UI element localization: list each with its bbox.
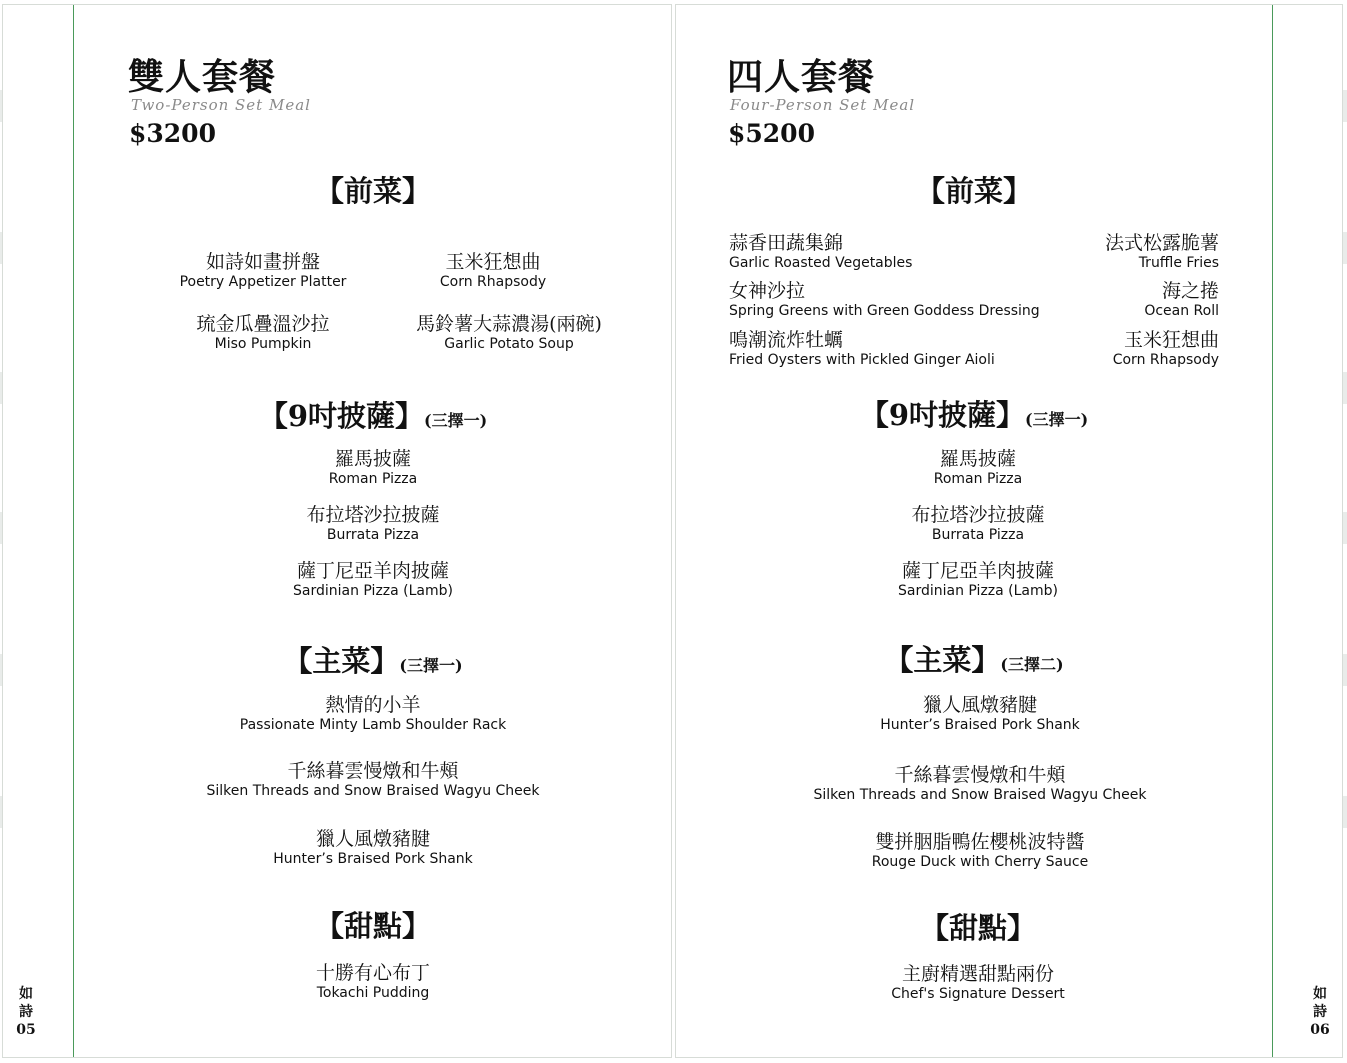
set-price: $3200 <box>129 119 216 148</box>
section-heading-pizza <box>824 393 1124 434</box>
folio-char: 詩 <box>19 1004 33 1020</box>
section-title: 【主菜】 <box>283 644 400 678</box>
section-heading-pizza <box>223 394 523 435</box>
page-number: 06 <box>1310 1022 1330 1038</box>
menu-item <box>780 694 1180 734</box>
item-name-en: Garlic Potato Soup <box>444 336 574 352</box>
menu-item <box>828 504 1128 544</box>
item-name-zh: 布拉塔沙拉披薩 <box>911 504 1045 526</box>
item-name-zh: 獵人風燉豬腱 <box>315 828 430 850</box>
item-name-zh: 玉米狂想曲 <box>445 251 541 273</box>
item-name-en: Passionate Minty Lamb Shoulder Rack <box>239 717 507 733</box>
menu-item <box>163 313 363 353</box>
item-name-en: Poetry Appetizer Platter <box>179 274 347 290</box>
item-name-en: Sardinian Pizza (Lamb) <box>898 583 1058 599</box>
menu-item <box>173 828 573 868</box>
folio-char: 詩 <box>1313 1004 1327 1020</box>
menu-item <box>393 251 593 291</box>
menu-item <box>173 694 573 734</box>
item-name-zh: 羅馬披薩 <box>334 448 411 470</box>
menu-item <box>1019 329 1219 369</box>
item-name-en: Corn Rhapsody <box>439 274 547 290</box>
section-note: (三擇一) <box>1025 410 1089 429</box>
item-name-en: Burrata Pizza <box>326 527 420 543</box>
item-name-zh: 琉金瓜疊溫沙拉 <box>196 313 330 335</box>
menu-item <box>828 560 1128 600</box>
item-name-zh: 主廚精選甜點兩份 <box>901 963 1054 985</box>
section-heading-main <box>824 638 1124 679</box>
item-name-en: Hunter’s Braised Pork Shank <box>273 851 473 867</box>
item-name-zh: 千絲暮雲慢燉和牛頰 <box>287 760 459 782</box>
section-heading-main <box>223 639 523 680</box>
item-name-zh: 熱情的小羊 <box>325 694 421 716</box>
page-title: 雙人套餐 <box>128 56 277 98</box>
page-number: 05 <box>16 1022 36 1038</box>
section-note: (三擇一) <box>424 411 488 430</box>
item-name-zh: 女神沙拉 <box>729 280 806 302</box>
menu-page-two-person <box>2 4 672 1058</box>
menu-item <box>729 232 1059 272</box>
item-name-en: Silken Threads and Snow Braised Wagyu Cheek <box>206 783 540 799</box>
item-name-en: Miso Pumpkin <box>214 336 312 352</box>
item-name-en: Truffle Fries <box>1138 255 1219 271</box>
item-name-zh: 千絲暮雲慢燉和牛頰 <box>894 764 1066 786</box>
item-name-zh: 獵人風燉豬腱 <box>922 694 1037 716</box>
section-note: (三擇一) <box>399 656 463 675</box>
item-name-zh: 羅馬披薩 <box>939 448 1016 470</box>
item-name-en: Chef's Signature Dessert <box>891 986 1065 1002</box>
menu-item <box>780 764 1180 804</box>
item-name-zh: 鳴潮流炸牡蠣 <box>729 329 844 351</box>
folio-char: 如 <box>19 986 33 1002</box>
menu-item <box>223 962 523 1002</box>
menu-item <box>173 760 573 800</box>
item-name-en: Sardinian Pizza (Lamb) <box>293 583 453 599</box>
item-name-zh: 馬鈴薯大蒜濃湯(兩碗) <box>416 313 602 335</box>
margin-rule <box>73 5 74 1057</box>
item-name-zh: 海之捲 <box>1161 280 1219 302</box>
item-name-en: Spring Greens with Green Goddess Dressing <box>729 303 1040 319</box>
item-name-en: Corn Rhapsody <box>1112 352 1219 368</box>
item-name-en: Hunter’s Braised Pork Shank <box>880 717 1080 733</box>
menu-item <box>1019 232 1219 272</box>
item-name-zh: 蒜香田蔬集錦 <box>729 232 844 254</box>
menu-item <box>223 504 523 544</box>
section-heading-dessert: 【甜點】 <box>919 911 1036 945</box>
menu-item <box>729 280 1059 320</box>
menu-item <box>780 831 1180 871</box>
page-subtitle: Four-Person Set Meal <box>730 96 916 114</box>
menu-item <box>389 313 629 353</box>
section-heading-appetizer: 【前菜】 <box>915 174 1032 208</box>
item-name-en: Garlic Roasted Vegetables <box>729 255 913 271</box>
item-name-zh: 玉米狂想曲 <box>1123 329 1219 351</box>
section-title: 【9吋披薩】 <box>859 398 1026 432</box>
item-name-zh: 十勝有心布丁 <box>315 962 430 984</box>
menu-page-four-person <box>675 4 1343 1058</box>
menu-item <box>729 329 1059 369</box>
item-name-zh: 薩丁尼亞羊肉披薩 <box>296 560 449 582</box>
item-name-en: Silken Threads and Snow Braised Wagyu Cheek <box>813 787 1147 803</box>
item-name-zh: 法式松露脆薯 <box>1104 232 1219 254</box>
item-name-zh: 如詩如畫拼盤 <box>205 251 320 273</box>
page-subtitle: Two-Person Set Meal <box>131 96 311 114</box>
section-title: 【9吋披薩】 <box>258 399 425 433</box>
set-price: $5200 <box>728 119 815 148</box>
menu-item <box>828 963 1128 1003</box>
section-title: 【主菜】 <box>884 643 1001 677</box>
item-name-en: Roman Pizza <box>328 471 418 487</box>
folio-char: 如 <box>1313 986 1327 1002</box>
page-folio <box>6 985 46 1039</box>
menu-item <box>223 560 523 600</box>
item-name-zh: 布拉塔沙拉披薩 <box>306 504 440 526</box>
section-heading-appetizer: 【前菜】 <box>314 174 431 208</box>
menu-item <box>828 448 1128 488</box>
menu-item <box>163 251 363 291</box>
menu-item <box>1019 280 1219 320</box>
item-name-en: Burrata Pizza <box>931 527 1025 543</box>
section-heading-dessert: 【甜點】 <box>314 909 431 943</box>
item-name-en: Ocean Roll <box>1144 303 1219 319</box>
menu-item <box>223 448 523 488</box>
section-note: (三擇二) <box>1000 655 1064 674</box>
item-name-en: Tokachi Pudding <box>316 985 430 1001</box>
item-name-zh: 雙拼胭脂鴨佐櫻桃波特醬 <box>875 831 1085 853</box>
margin-rule <box>1272 5 1273 1057</box>
item-name-en: Fried Oysters with Pickled Ginger Aioli <box>729 352 995 368</box>
item-name-en: Rouge Duck with Cherry Sauce <box>871 854 1089 870</box>
page-folio <box>1300 985 1340 1039</box>
item-name-zh: 薩丁尼亞羊肉披薩 <box>901 560 1054 582</box>
item-name-en: Roman Pizza <box>933 471 1023 487</box>
page-title: 四人套餐 <box>727 56 876 98</box>
